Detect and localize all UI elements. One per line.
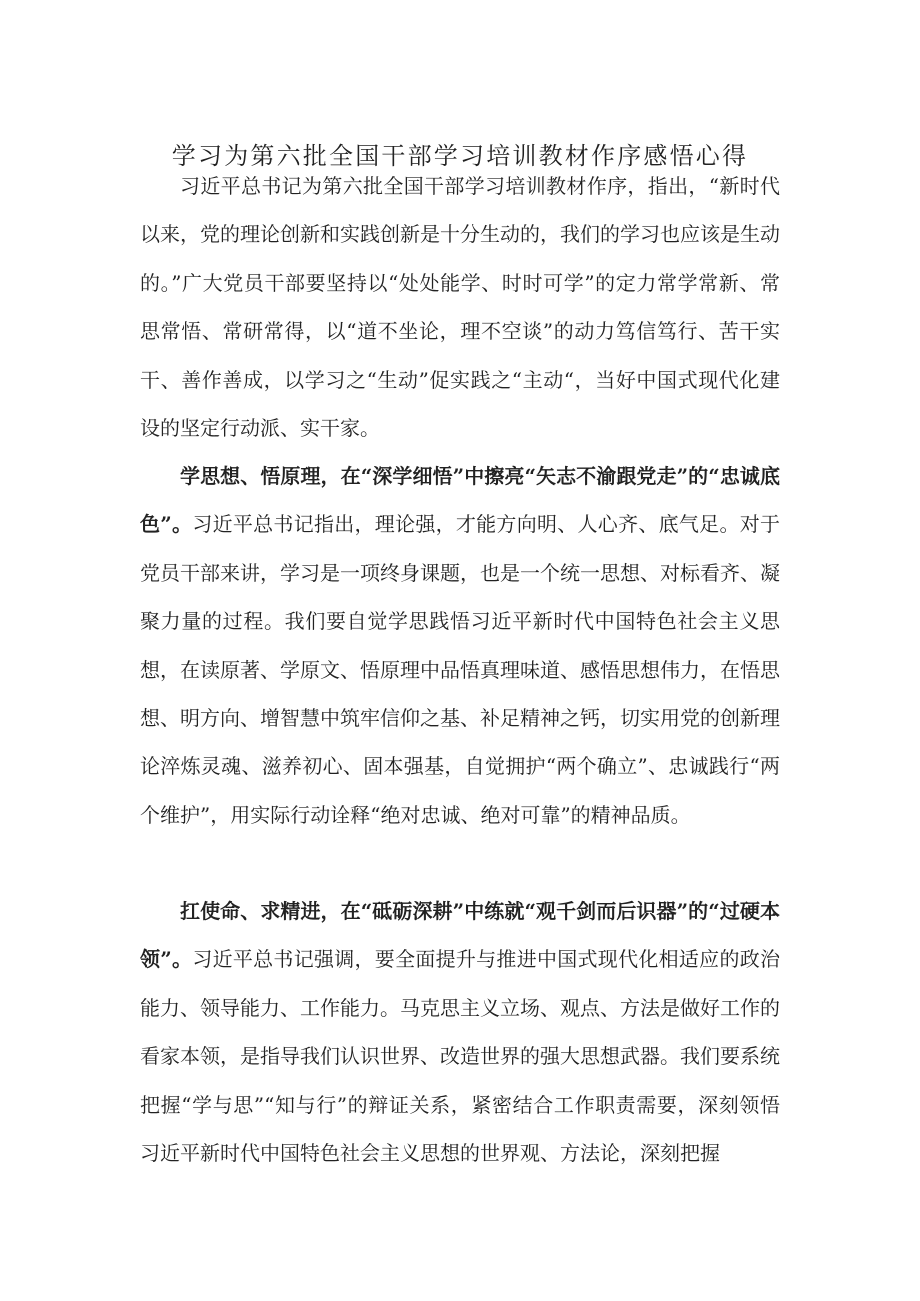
paragraph-mission-skill: [140, 887, 780, 1177]
paragraph-lead-heading: 学思想、悟原理，在“深学细悟”中擦亮“矢志不渝跟党走”的“忠诚底色”。: [140, 464, 780, 537]
paragraph-text: 习近平总书记指出，理论强，才能方向明、人心齐、底气足。对于党员干部来讲，学习是一项终身课题，也是一个统一思想、对标看齐、凝聚力量的过程。我们要自觉学思践悟习近平新时代中国特色社会主义思想，在读原著、学原文、悟原理中品悟真理味道、感悟思想伟力，在悟思想、明方向、增智慧中筑牢信仰之基、补足精神之钙，切实用党的创新理论淬炼灵魂、滋养初心、固本强基，自觉拥护“两个确立”、忠诚践行“两个维护”，用实际行动诠释“绝对忠诚、绝对可靠”的精神品质。: [140, 512, 780, 827]
paragraph-intro: [140, 162, 780, 452]
paragraph-lead-heading: 扛使命、求精进，在“砥砺深耕”中练就“观千剑而后识器”的“过硬本领”。: [140, 899, 780, 972]
document-title: 学习为第六批全国干部学习培训教材作序感悟心得: [171, 142, 749, 171]
paragraph-text: 习近平总书记强调，要全面提升与推进中国式现代化相适应的政治能力、领导能力、工作能力。马克思主义立场、观点、方法是做好工作的看家本领，是指导我们认识世界、改造世界的强大思想武器。我们要系统把握“学与思”“知与行”的辩证关系，紧密结合工作职责需要，深刻领悟习近平新时代中国特色社会主义思想的世界观、方法论，深刻把握: [140, 947, 780, 1166]
paragraph-study-thought: [140, 452, 780, 839]
paragraph-text: 习近平总书记为第六批全国干部学习培训教材作序，指出，“新时代以来，党的理论创新和实践创新是十分生动的，我们的学习也应该是生动的。”广大党员干部要坚持以“处处能学、时时可学”的定力常学常新、常思常悟、常研常得，以“道不坐论，理不空谈”的动力笃信笃行、苦干实干、善作善成，以学习之“生动”促实践之“主动“，当好中国式现代化建设的坚定行动派、实干家。: [140, 174, 780, 441]
